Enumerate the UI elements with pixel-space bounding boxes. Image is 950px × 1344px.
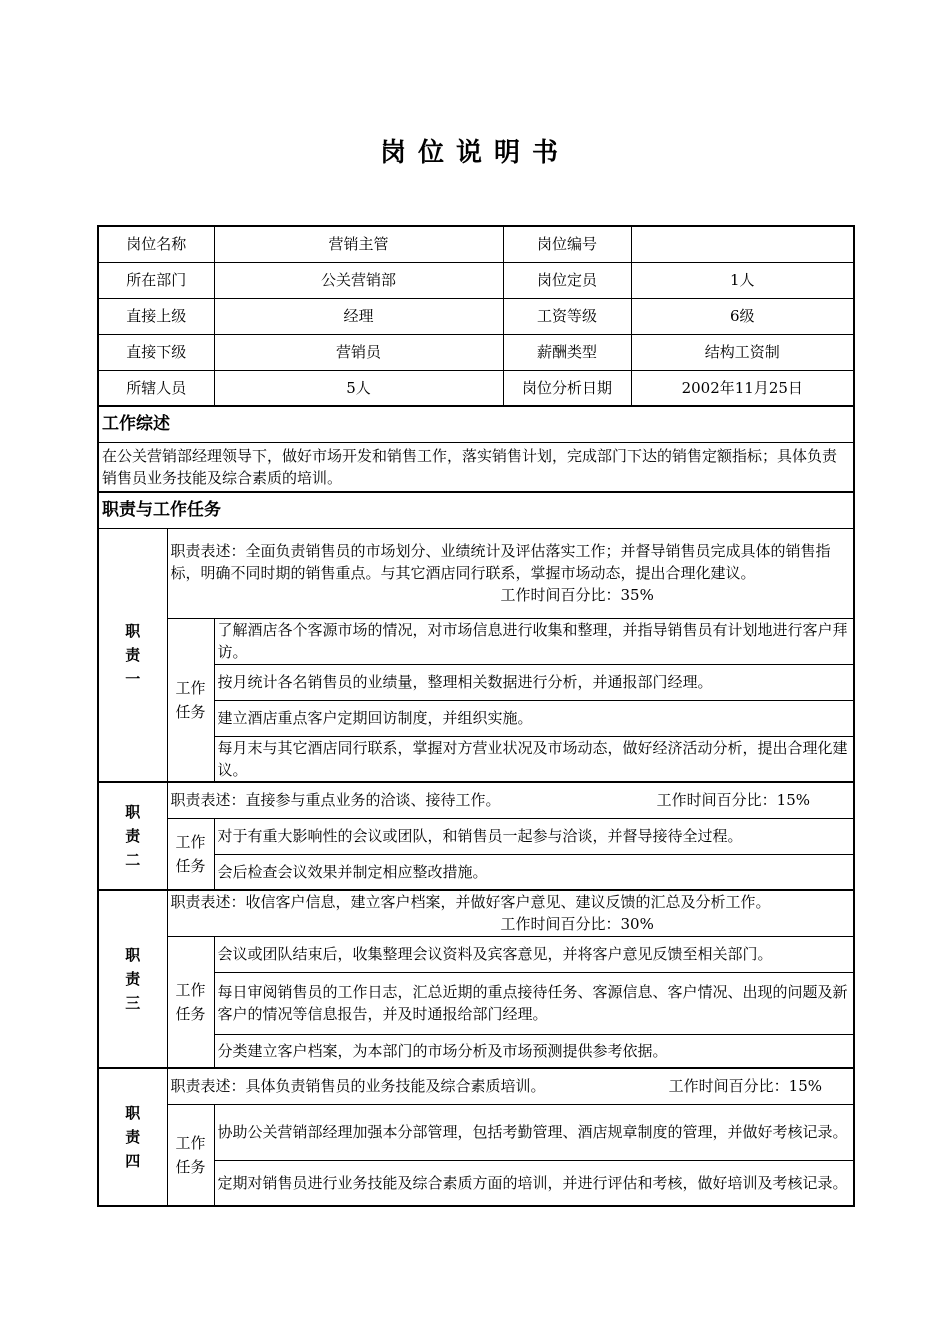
duty-label-text: 职责三 (125, 946, 141, 1012)
info-value: 结构工资制 (631, 334, 854, 370)
duty-time-percent: 工作时间百分比：35% (500, 586, 654, 604)
info-value: 营销员 (214, 334, 503, 370)
summary-heading-row (98, 406, 854, 442)
task-label (167, 618, 214, 782)
info-value (631, 226, 854, 262)
info-key: 岗位名称 (98, 226, 214, 262)
task-item: 会后检查会议效果并制定相应整改措施。 (214, 854, 854, 890)
section-heading: 工作综述 (98, 406, 854, 442)
info-key: 薪酬类型 (503, 334, 631, 370)
task-item: 定期对销售员进行业务技能及综合素质方面的培训，并进行评估和考核，做好培训及考核记录。 (214, 1160, 854, 1206)
duty-description (167, 782, 854, 818)
summary-text: 在公关营销部经理领导下，做好市场开发和销售工作，落实销售计划，完成部门下达的销售定额指标；具体负责销售员业务技能及综合素质的培训。 (98, 442, 854, 492)
info-value: 经理 (214, 298, 503, 334)
job-description-table (97, 225, 855, 1207)
task-row (98, 936, 854, 972)
duty-time-percent: 工作时间百分比：15% (668, 1077, 823, 1096)
page-title: 岗位说明书 (379, 138, 570, 168)
task-label-text: 工作任务 (175, 1133, 206, 1176)
info-value: 5人 (214, 370, 503, 406)
info-row (98, 334, 854, 370)
info-value: 6级 (631, 298, 854, 334)
duty-row (98, 782, 854, 818)
info-key: 所在部门 (98, 262, 214, 298)
duty-label-text: 职责一 (125, 621, 141, 688)
duty-row (98, 528, 854, 618)
duty-time-percent: 工作时间百分比：15% (656, 791, 811, 810)
info-value: 2002年11月25日 (631, 370, 854, 406)
info-key: 岗位定员 (503, 262, 631, 298)
duty-desc-text: 职责表述：全面负责销售员的市场划分、业绩统计及评估落实工作；并督导销售员完成具体的销售指标，明确不同时期的销售重点。与其它酒店同行联系，掌握市场动态，提出合理化建议。 (170, 542, 831, 582)
task-label-text: 工作任务 (175, 980, 206, 1023)
info-key: 所辖人员 (98, 370, 214, 406)
duty-time-percent: 工作时间百分比：30% (500, 915, 654, 934)
task-label (167, 818, 214, 890)
task-item: 协助公关营销部经理加强本分部管理，包括考勤管理、酒店规章制度的管理，并做好考核记录。 (214, 1104, 854, 1160)
task-label (167, 1104, 214, 1206)
task-label (167, 936, 214, 1068)
info-key: 直接上级 (98, 298, 214, 334)
info-row (98, 298, 854, 334)
duty-description (167, 528, 854, 618)
info-value: 公关营销部 (214, 262, 503, 298)
duty-desc-text: 职责表述：收信客户信息，建立客户档案，并做好客户意见、建议反馈的汇总及分析工作。 (170, 893, 771, 912)
duty-description (167, 890, 854, 936)
task-item: 按月统计各名销售员的业绩量，整理相关数据进行分析，并通报部门经理。 (214, 664, 854, 700)
duties-heading-row (98, 492, 854, 528)
duty-row (98, 1068, 854, 1104)
info-row (98, 370, 854, 406)
info-row (98, 262, 854, 298)
task-item: 对于有重大影响性的会议或团队，和销售员一起参与洽谈，并督导接待全过程。 (214, 818, 854, 854)
duty-label (98, 1068, 167, 1206)
task-row (98, 1104, 854, 1160)
task-label-text: 工作任务 (175, 832, 206, 875)
duty-label-text: 职责二 (125, 803, 141, 869)
info-row (98, 226, 854, 262)
duty-desc-text: 职责表述：具体负责销售员的业务技能及综合素质培训。 (170, 1077, 546, 1096)
task-row (98, 618, 854, 664)
duty-row (98, 890, 854, 936)
duty-label (98, 890, 167, 1068)
task-item: 建立酒店重点客户定期回访制度，并组织实施。 (214, 700, 854, 736)
duty-label-text: 职责四 (125, 1104, 141, 1170)
info-key: 岗位编号 (503, 226, 631, 262)
task-item: 每月末与其它酒店同行联系，掌握对方营业状况及市场动态，做好经济活动分析，提出合理化建议。 (214, 736, 854, 782)
task-item: 会议或团队结束后，收集整理会议资料及宾客意见，并将客户意见反馈至相关部门。 (214, 936, 854, 972)
task-label-text: 工作任务 (175, 678, 206, 721)
info-value: 营销主管 (214, 226, 503, 262)
section-heading: 职责与工作任务 (98, 492, 854, 528)
duty-label (98, 782, 167, 890)
task-item: 分类建立客户档案，为本部门的市场分析及市场预测提供参考依据。 (214, 1034, 854, 1068)
task-row (98, 818, 854, 854)
duty-desc-text: 职责表述：直接参与重点业务的洽谈、接待工作。 (170, 791, 501, 810)
task-item: 了解酒店各个客源市场的情况，对市场信息进行收集和整理，并指导销售员有计划地进行客户拜访。 (214, 618, 854, 664)
info-key: 直接下级 (98, 334, 214, 370)
info-key: 工资等级 (503, 298, 631, 334)
duty-description (167, 1068, 854, 1104)
duty-label (98, 528, 167, 782)
info-value: 1人 (631, 262, 854, 298)
task-item: 每日审阅销售员的工作日志，汇总近期的重点接待任务、客源信息、客户情况、出现的问题及新客户的情况等信息报告，并及时通报给部门经理。 (214, 972, 854, 1034)
info-key: 岗位分析日期 (503, 370, 631, 406)
summary-text-row (98, 442, 854, 492)
